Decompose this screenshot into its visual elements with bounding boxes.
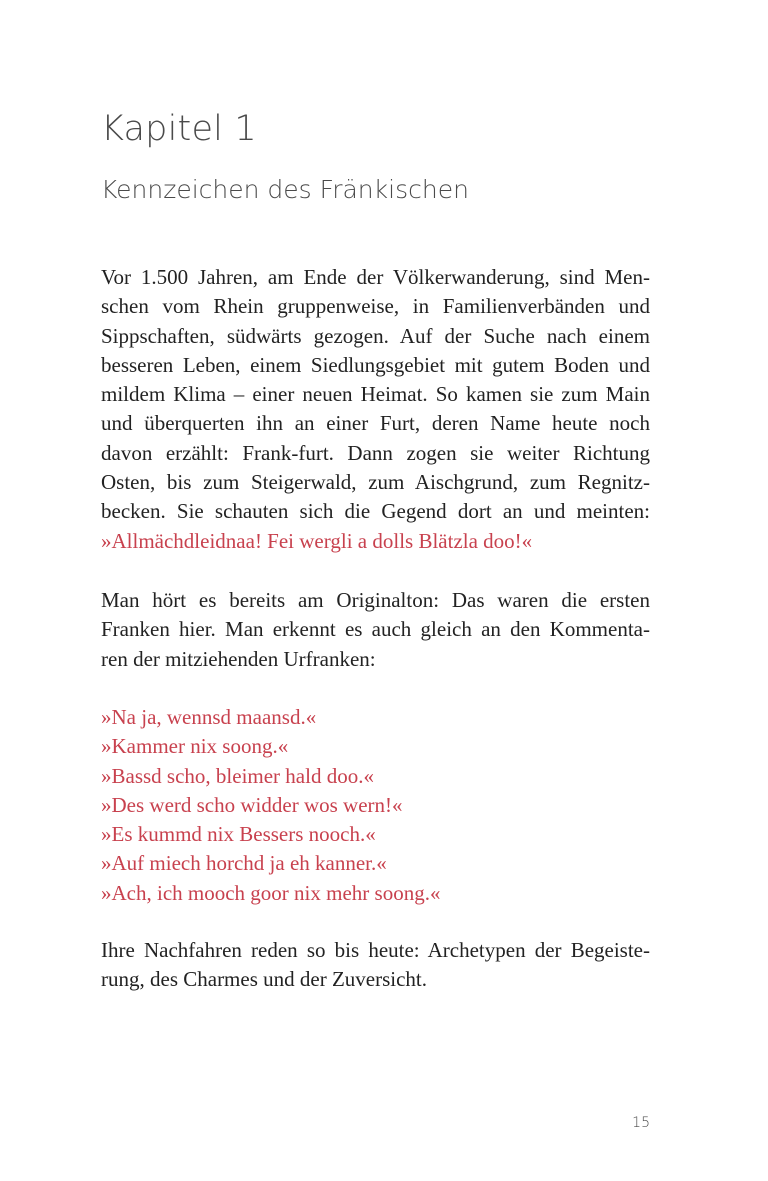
page-number: 15 [632, 1115, 650, 1131]
paragraph-line: davon erzählt: Frank-furt. Dann zogen sie weiter Richtung [101, 440, 650, 465]
paragraph-line: Ihre Nachfahren reden so bis heute: Archetypen der Begeiste- [101, 938, 650, 962]
paragraph-line: Osten, bis zum Steigerwald, zum Aischgrund, zum Regnitz- [101, 470, 650, 495]
paragraph-line: Franken hier. Man erkennt es auch gleich an den Kommenta- [101, 617, 650, 642]
paragraph-line: Man hört es bereits am Originalton: Das waren die ersten [101, 588, 650, 612]
paragraph-line: Sippschaften, südwärts gezogen. Auf der Suche nach einem [101, 323, 650, 348]
dialect-quote: »Na ja, wennsd maansd.« [101, 705, 317, 729]
paragraph-line: mildem Klima – einer neuen Heimat. So kamen sie zum Main [101, 382, 650, 407]
paragraph-line: ren der mitziehenden Urfranken: [101, 646, 376, 671]
paragraph-line: besseren Leben, einem Siedlungsgebiet mit gutem Boden und [101, 352, 650, 377]
dialect-quote: »Des werd scho widder wos wern!« [101, 792, 403, 817]
dialect-quote: »Ach, ich mooch goor nix mehr soong.« [101, 880, 441, 905]
dialect-quote: »Kammer nix soong.« [101, 734, 289, 759]
dialect-quote: »Es kummd nix Bessers nooch.« [101, 822, 376, 847]
chapter-subtitle: Kennzeichen des Fränkischen [101, 175, 469, 204]
dialect-quote: »Auf miech horchd ja eh kanner.« [101, 851, 387, 876]
paragraph-line: Vor 1.500 Jahren, am Ende der Völkerwanderung, sind Men- [101, 265, 650, 289]
dialect-quote-list [101, 703, 440, 908]
paragraph-line: becken. Sie schauten sich die Gegend dort an und meinten: [101, 499, 650, 524]
paragraph-line: schen vom Rhein gruppenweise, in Familienverbänden und [101, 294, 650, 319]
paragraph-2 [101, 586, 650, 674]
paragraph-line: rung, des Charmes und der Zuversicht. [101, 967, 428, 992]
paragraph-1 [101, 263, 650, 556]
dialect-quote: »Bassd scho, bleimer hald doo.« [101, 763, 374, 788]
paragraph-3 [101, 936, 650, 995]
chapter-title: Kapitel 1 [101, 109, 257, 149]
dialect-quote: »Allmächdleidnaa! Fei wergli a dolls Blätzla doo!« [101, 528, 533, 553]
paragraph-line: und überquerten ihn an einer Furt, deren Name heute noch [101, 411, 650, 436]
